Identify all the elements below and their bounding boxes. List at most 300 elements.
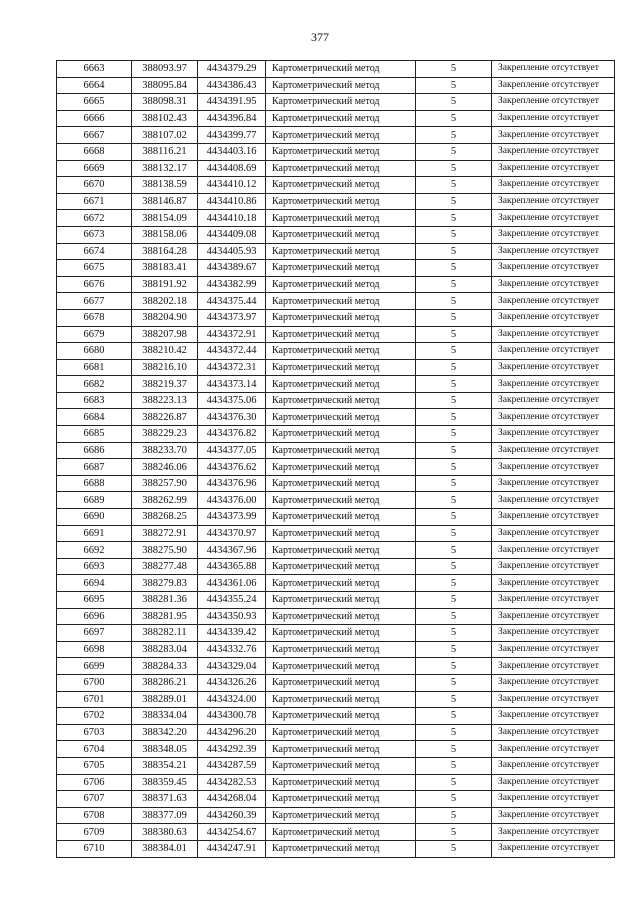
x-coordinate-cell: 388210.42	[132, 343, 198, 360]
method-cell: Картометрический метод	[266, 807, 416, 824]
y-coordinate-cell: 4434410.12	[198, 177, 266, 194]
fixation-cell: Закрепление отсутствует	[492, 608, 615, 625]
point-number-cell: 6693	[57, 558, 132, 575]
point-number-cell: 6686	[57, 442, 132, 459]
fixation-cell: Закрепление отсутствует	[492, 492, 615, 509]
accuracy-cell: 5	[416, 509, 492, 526]
table-row	[57, 757, 615, 774]
x-coordinate-cell: 388216.10	[132, 359, 198, 376]
method-cell: Картометрический метод	[266, 276, 416, 293]
y-coordinate-cell: 4434391.95	[198, 94, 266, 111]
x-coordinate-cell: 388268.25	[132, 509, 198, 526]
method-cell: Картометрический метод	[266, 791, 416, 808]
point-number-cell: 6680	[57, 343, 132, 360]
y-coordinate-cell: 4434410.18	[198, 210, 266, 227]
method-cell: Картометрический метод	[266, 376, 416, 393]
accuracy-cell: 5	[416, 392, 492, 409]
method-cell: Картометрический метод	[266, 160, 416, 177]
table-row	[57, 674, 615, 691]
accuracy-cell: 5	[416, 558, 492, 575]
y-coordinate-cell: 4434375.06	[198, 392, 266, 409]
table-row	[57, 807, 615, 824]
accuracy-cell: 5	[416, 608, 492, 625]
method-cell: Картометрический метод	[266, 143, 416, 160]
method-cell: Картометрический метод	[266, 840, 416, 857]
y-coordinate-cell: 4434376.82	[198, 426, 266, 443]
point-number-cell: 6691	[57, 525, 132, 542]
method-cell: Картометрический метод	[266, 741, 416, 758]
table-row	[57, 525, 615, 542]
y-coordinate-cell: 4434300.78	[198, 708, 266, 725]
accuracy-cell: 5	[416, 293, 492, 310]
point-number-cell: 6674	[57, 243, 132, 260]
table-row	[57, 293, 615, 310]
point-number-cell: 6684	[57, 409, 132, 426]
coordinates-table	[56, 60, 615, 858]
fixation-cell: Закрепление отсутствует	[492, 691, 615, 708]
accuracy-cell: 5	[416, 492, 492, 509]
table-row	[57, 409, 615, 426]
fixation-cell: Закрепление отсутствует	[492, 143, 615, 160]
y-coordinate-cell: 4434365.88	[198, 558, 266, 575]
point-number-cell: 6664	[57, 77, 132, 94]
table-row	[57, 592, 615, 609]
method-cell: Картометрический метод	[266, 724, 416, 741]
fixation-cell: Закрепление отсутствует	[492, 509, 615, 526]
method-cell: Картометрический метод	[266, 77, 416, 94]
y-coordinate-cell: 4434260.39	[198, 807, 266, 824]
table-row	[57, 210, 615, 227]
accuracy-cell: 5	[416, 625, 492, 642]
point-number-cell: 6687	[57, 459, 132, 476]
method-cell: Картометрический метод	[266, 359, 416, 376]
x-coordinate-cell: 388158.06	[132, 226, 198, 243]
fixation-cell: Закрепление отсутствует	[492, 160, 615, 177]
x-coordinate-cell: 388226.87	[132, 409, 198, 426]
y-coordinate-cell: 4434329.04	[198, 658, 266, 675]
method-cell: Картометрический метод	[266, 542, 416, 559]
accuracy-cell: 5	[416, 757, 492, 774]
x-coordinate-cell: 388132.17	[132, 160, 198, 177]
fixation-cell: Закрепление отсутствует	[492, 592, 615, 609]
method-cell: Картометрический метод	[266, 326, 416, 343]
table-row	[57, 426, 615, 443]
point-number-cell: 6681	[57, 359, 132, 376]
method-cell: Картометрический метод	[266, 509, 416, 526]
accuracy-cell: 5	[416, 77, 492, 94]
x-coordinate-cell: 388093.97	[132, 61, 198, 78]
x-coordinate-cell: 388154.09	[132, 210, 198, 227]
y-coordinate-cell: 4434355.24	[198, 592, 266, 609]
table-row	[57, 475, 615, 492]
table-row	[57, 77, 615, 94]
table-row	[57, 110, 615, 127]
x-coordinate-cell: 388204.90	[132, 309, 198, 326]
accuracy-cell: 5	[416, 741, 492, 758]
method-cell: Картометрический метод	[266, 193, 416, 210]
accuracy-cell: 5	[416, 94, 492, 111]
y-coordinate-cell: 4434405.93	[198, 243, 266, 260]
fixation-cell: Закрепление отсутствует	[492, 791, 615, 808]
table-row	[57, 177, 615, 194]
accuracy-cell: 5	[416, 309, 492, 326]
table-row	[57, 160, 615, 177]
x-coordinate-cell: 388354.21	[132, 757, 198, 774]
point-number-cell: 6677	[57, 293, 132, 310]
point-number-cell: 6671	[57, 193, 132, 210]
x-coordinate-cell: 388377.09	[132, 807, 198, 824]
table-row	[57, 608, 615, 625]
table-row	[57, 724, 615, 741]
method-cell: Картометрический метод	[266, 558, 416, 575]
y-coordinate-cell: 4434268.04	[198, 791, 266, 808]
fixation-cell: Закрепление отсутствует	[492, 674, 615, 691]
x-coordinate-cell: 388146.87	[132, 193, 198, 210]
table-row	[57, 575, 615, 592]
y-coordinate-cell: 4434332.76	[198, 641, 266, 658]
accuracy-cell: 5	[416, 724, 492, 741]
y-coordinate-cell: 4434324.00	[198, 691, 266, 708]
point-number-cell: 6708	[57, 807, 132, 824]
method-cell: Картометрический метод	[266, 757, 416, 774]
x-coordinate-cell: 388183.41	[132, 260, 198, 277]
table-row	[57, 641, 615, 658]
method-cell: Картометрический метод	[266, 392, 416, 409]
page-number: 377	[311, 30, 329, 44]
x-coordinate-cell: 388371.63	[132, 791, 198, 808]
accuracy-cell: 5	[416, 575, 492, 592]
accuracy-cell: 5	[416, 525, 492, 542]
table-row	[57, 243, 615, 260]
fixation-cell: Закрепление отсутствует	[492, 61, 615, 78]
method-cell: Картометрический метод	[266, 177, 416, 194]
x-coordinate-cell: 388191.92	[132, 276, 198, 293]
fixation-cell: Закрепление отсутствует	[492, 475, 615, 492]
method-cell: Картометрический метод	[266, 409, 416, 426]
y-coordinate-cell: 4434373.14	[198, 376, 266, 393]
table-row	[57, 376, 615, 393]
fixation-cell: Закрепление отсутствует	[492, 177, 615, 194]
fixation-cell: Закрепление отсутствует	[492, 376, 615, 393]
accuracy-cell: 5	[416, 143, 492, 160]
table-row	[57, 625, 615, 642]
point-number-cell: 6682	[57, 376, 132, 393]
method-cell: Картометрический метод	[266, 260, 416, 277]
fixation-cell: Закрепление отсутствует	[492, 110, 615, 127]
fixation-cell: Закрепление отсутствует	[492, 243, 615, 260]
y-coordinate-cell: 4434410.86	[198, 193, 266, 210]
point-number-cell: 6663	[57, 61, 132, 78]
y-coordinate-cell: 4434379.29	[198, 61, 266, 78]
method-cell: Картометрический метод	[266, 691, 416, 708]
x-coordinate-cell: 388229.23	[132, 426, 198, 443]
y-coordinate-cell: 4434247.91	[198, 840, 266, 857]
table-row	[57, 658, 615, 675]
fixation-cell: Закрепление отсутствует	[492, 193, 615, 210]
y-coordinate-cell: 4434377.05	[198, 442, 266, 459]
x-coordinate-cell: 388233.70	[132, 442, 198, 459]
method-cell: Картометрический метод	[266, 127, 416, 144]
accuracy-cell: 5	[416, 193, 492, 210]
accuracy-cell: 5	[416, 359, 492, 376]
point-number-cell: 6697	[57, 625, 132, 642]
table-row	[57, 326, 615, 343]
point-number-cell: 6666	[57, 110, 132, 127]
x-coordinate-cell: 388202.18	[132, 293, 198, 310]
fixation-cell: Закрепление отсутствует	[492, 127, 615, 144]
table-row	[57, 442, 615, 459]
table-row	[57, 558, 615, 575]
fixation-cell: Закрепление отсутствует	[492, 708, 615, 725]
point-number-cell: 6685	[57, 426, 132, 443]
y-coordinate-cell: 4434389.67	[198, 260, 266, 277]
point-number-cell: 6688	[57, 475, 132, 492]
point-number-cell: 6701	[57, 691, 132, 708]
table-row	[57, 691, 615, 708]
table-row	[57, 94, 615, 111]
fixation-cell: Закрепление отсутствует	[492, 226, 615, 243]
method-cell: Картометрический метод	[266, 592, 416, 609]
method-cell: Картометрический метод	[266, 226, 416, 243]
accuracy-cell: 5	[416, 226, 492, 243]
table-row	[57, 61, 615, 78]
x-coordinate-cell: 388277.48	[132, 558, 198, 575]
table-row	[57, 741, 615, 758]
y-coordinate-cell: 4434399.77	[198, 127, 266, 144]
y-coordinate-cell: 4434287.59	[198, 757, 266, 774]
accuracy-cell: 5	[416, 326, 492, 343]
table-row	[57, 276, 615, 293]
x-coordinate-cell: 388283.04	[132, 641, 198, 658]
accuracy-cell: 5	[416, 807, 492, 824]
method-cell: Картометрический метод	[266, 774, 416, 791]
fixation-cell: Закрепление отсутствует	[492, 94, 615, 111]
y-coordinate-cell: 4434409.08	[198, 226, 266, 243]
method-cell: Картометрический метод	[266, 625, 416, 642]
fixation-cell: Закрепление отсутствует	[492, 293, 615, 310]
y-coordinate-cell: 4434373.97	[198, 309, 266, 326]
y-coordinate-cell: 4434386.43	[198, 77, 266, 94]
point-number-cell: 6689	[57, 492, 132, 509]
y-coordinate-cell: 4434375.44	[198, 293, 266, 310]
x-coordinate-cell: 388257.90	[132, 475, 198, 492]
y-coordinate-cell: 4434372.44	[198, 343, 266, 360]
accuracy-cell: 5	[416, 542, 492, 559]
accuracy-cell: 5	[416, 459, 492, 476]
fixation-cell: Закрепление отсутствует	[492, 625, 615, 642]
fixation-cell: Закрепление отсутствует	[492, 442, 615, 459]
point-number-cell: 6695	[57, 592, 132, 609]
table-row	[57, 309, 615, 326]
fixation-cell: Закрепление отсутствует	[492, 774, 615, 791]
method-cell: Картометрический метод	[266, 61, 416, 78]
point-number-cell: 6665	[57, 94, 132, 111]
point-number-cell: 6690	[57, 509, 132, 526]
y-coordinate-cell: 4434376.30	[198, 409, 266, 426]
point-number-cell: 6667	[57, 127, 132, 144]
table-row	[57, 143, 615, 160]
x-coordinate-cell: 388107.02	[132, 127, 198, 144]
x-coordinate-cell: 388138.59	[132, 177, 198, 194]
y-coordinate-cell: 4434372.31	[198, 359, 266, 376]
method-cell: Картометрический метод	[266, 824, 416, 841]
accuracy-cell: 5	[416, 210, 492, 227]
point-number-cell: 6692	[57, 542, 132, 559]
y-coordinate-cell: 4434372.91	[198, 326, 266, 343]
table-row	[57, 127, 615, 144]
method-cell: Картометрический метод	[266, 492, 416, 509]
fixation-cell: Закрепление отсутствует	[492, 741, 615, 758]
fixation-cell: Закрепление отсутствует	[492, 260, 615, 277]
method-cell: Картометрический метод	[266, 94, 416, 111]
x-coordinate-cell: 388279.83	[132, 575, 198, 592]
method-cell: Картометрический метод	[266, 641, 416, 658]
table-row	[57, 791, 615, 808]
y-coordinate-cell: 4434403.16	[198, 143, 266, 160]
point-number-cell: 6670	[57, 177, 132, 194]
point-number-cell: 6673	[57, 226, 132, 243]
point-number-cell: 6696	[57, 608, 132, 625]
table-row	[57, 193, 615, 210]
accuracy-cell: 5	[416, 691, 492, 708]
x-coordinate-cell: 388282.11	[132, 625, 198, 642]
x-coordinate-cell: 388342.20	[132, 724, 198, 741]
x-coordinate-cell: 388281.36	[132, 592, 198, 609]
y-coordinate-cell: 4434296.20	[198, 724, 266, 741]
fixation-cell: Закрепление отсутствует	[492, 525, 615, 542]
method-cell: Картометрический метод	[266, 459, 416, 476]
x-coordinate-cell: 388289.01	[132, 691, 198, 708]
point-number-cell: 6679	[57, 326, 132, 343]
accuracy-cell: 5	[416, 774, 492, 791]
accuracy-cell: 5	[416, 840, 492, 857]
x-coordinate-cell: 388275.90	[132, 542, 198, 559]
y-coordinate-cell: 4434282.53	[198, 774, 266, 791]
table-row	[57, 509, 615, 526]
fixation-cell: Закрепление отсутствует	[492, 558, 615, 575]
point-number-cell: 6706	[57, 774, 132, 791]
x-coordinate-cell: 388272.91	[132, 525, 198, 542]
table-row	[57, 260, 615, 277]
x-coordinate-cell: 388164.28	[132, 243, 198, 260]
fixation-cell: Закрепление отсутствует	[492, 426, 615, 443]
accuracy-cell: 5	[416, 343, 492, 360]
x-coordinate-cell: 388207.98	[132, 326, 198, 343]
fixation-cell: Закрепление отсутствует	[492, 658, 615, 675]
table-row	[57, 708, 615, 725]
fixation-cell: Закрепление отсутствует	[492, 641, 615, 658]
fixation-cell: Закрепление отсутствует	[492, 807, 615, 824]
point-number-cell: 6705	[57, 757, 132, 774]
fixation-cell: Закрепление отсутствует	[492, 459, 615, 476]
point-number-cell: 6676	[57, 276, 132, 293]
fixation-cell: Закрепление отсутствует	[492, 840, 615, 857]
method-cell: Картометрический метод	[266, 475, 416, 492]
x-coordinate-cell: 388348.05	[132, 741, 198, 758]
y-coordinate-cell: 4434350.93	[198, 608, 266, 625]
fixation-cell: Закрепление отсутствует	[492, 77, 615, 94]
point-number-cell: 6704	[57, 741, 132, 758]
point-number-cell: 6710	[57, 840, 132, 857]
accuracy-cell: 5	[416, 475, 492, 492]
x-coordinate-cell: 388384.01	[132, 840, 198, 857]
point-number-cell: 6683	[57, 392, 132, 409]
accuracy-cell: 5	[416, 160, 492, 177]
method-cell: Картометрический метод	[266, 243, 416, 260]
point-number-cell: 6703	[57, 724, 132, 741]
accuracy-cell: 5	[416, 376, 492, 393]
x-coordinate-cell: 388102.43	[132, 110, 198, 127]
accuracy-cell: 5	[416, 791, 492, 808]
y-coordinate-cell: 4434370.97	[198, 525, 266, 542]
y-coordinate-cell: 4434376.62	[198, 459, 266, 476]
y-coordinate-cell: 4434339.42	[198, 625, 266, 642]
fixation-cell: Закрепление отсутствует	[492, 309, 615, 326]
x-coordinate-cell: 388219.37	[132, 376, 198, 393]
y-coordinate-cell: 4434396.84	[198, 110, 266, 127]
method-cell: Картометрический метод	[266, 343, 416, 360]
accuracy-cell: 5	[416, 276, 492, 293]
table-row	[57, 359, 615, 376]
accuracy-cell: 5	[416, 592, 492, 609]
point-number-cell: 6672	[57, 210, 132, 227]
x-coordinate-cell: 388286.21	[132, 674, 198, 691]
table-row	[57, 542, 615, 559]
fixation-cell: Закрепление отсутствует	[492, 392, 615, 409]
y-coordinate-cell: 4434292.39	[198, 741, 266, 758]
table-row	[57, 226, 615, 243]
table-body	[57, 61, 615, 858]
accuracy-cell: 5	[416, 708, 492, 725]
method-cell: Картометрический метод	[266, 608, 416, 625]
x-coordinate-cell: 388262.99	[132, 492, 198, 509]
point-number-cell: 6707	[57, 791, 132, 808]
accuracy-cell: 5	[416, 110, 492, 127]
method-cell: Картометрический метод	[266, 442, 416, 459]
method-cell: Картометрический метод	[266, 309, 416, 326]
fixation-cell: Закрепление отсутствует	[492, 757, 615, 774]
method-cell: Картометрический метод	[266, 708, 416, 725]
x-coordinate-cell: 388284.33	[132, 658, 198, 675]
table-row	[57, 840, 615, 857]
fixation-cell: Закрепление отсутствует	[492, 409, 615, 426]
method-cell: Картометрический метод	[266, 110, 416, 127]
table-row	[57, 824, 615, 841]
accuracy-cell: 5	[416, 177, 492, 194]
method-cell: Картометрический метод	[266, 674, 416, 691]
y-coordinate-cell: 4434373.99	[198, 509, 266, 526]
y-coordinate-cell: 4434382.99	[198, 276, 266, 293]
accuracy-cell: 5	[416, 409, 492, 426]
point-number-cell: 6698	[57, 641, 132, 658]
x-coordinate-cell: 388246.06	[132, 459, 198, 476]
y-coordinate-cell: 4434376.00	[198, 492, 266, 509]
accuracy-cell: 5	[416, 426, 492, 443]
point-number-cell: 6702	[57, 708, 132, 725]
x-coordinate-cell: 388359.45	[132, 774, 198, 791]
x-coordinate-cell: 388380.63	[132, 824, 198, 841]
accuracy-cell: 5	[416, 824, 492, 841]
x-coordinate-cell: 388098.31	[132, 94, 198, 111]
method-cell: Картометрический метод	[266, 525, 416, 542]
accuracy-cell: 5	[416, 442, 492, 459]
fixation-cell: Закрепление отсутствует	[492, 542, 615, 559]
point-number-cell: 6678	[57, 309, 132, 326]
point-number-cell: 6694	[57, 575, 132, 592]
x-coordinate-cell: 388334.04	[132, 708, 198, 725]
accuracy-cell: 5	[416, 61, 492, 78]
y-coordinate-cell: 4434408.69	[198, 160, 266, 177]
